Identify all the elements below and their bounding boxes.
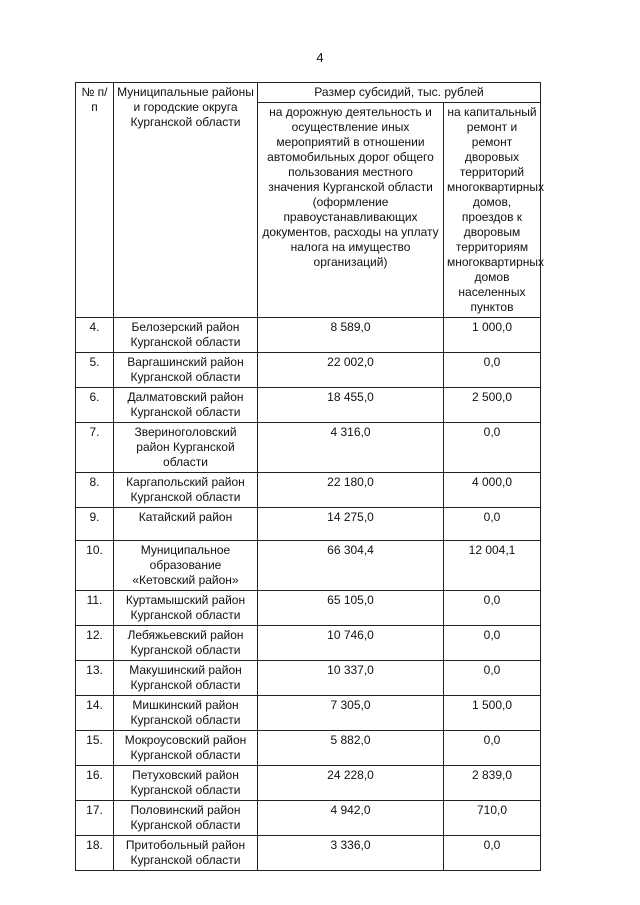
road-subsidy-value: 7 305,0 xyxy=(258,696,444,731)
table-row xyxy=(76,353,541,388)
table-row xyxy=(76,696,541,731)
municipality-name: Муниципальное образование «Кетовский район» xyxy=(114,541,258,591)
subsidy-table xyxy=(75,82,545,871)
row-number: 8. xyxy=(76,473,114,508)
municipality-name: Мокроусовский район Курганской области xyxy=(114,731,258,766)
row-number: 16. xyxy=(76,766,114,801)
row-number: 6. xyxy=(76,388,114,423)
road-subsidy-value: 14 275,0 xyxy=(258,508,444,541)
table-row xyxy=(76,766,541,801)
row-number: 10. xyxy=(76,541,114,591)
row-number: 4. xyxy=(76,318,114,353)
header-yard-repair: на капитальный ремонт и ремонт дворовых территорий многоквартирных домов, проездов к дворовым территориям многоквартирных домов населенных пунктов xyxy=(444,103,541,318)
yard-subsidy-value: 0,0 xyxy=(444,731,541,766)
table-row xyxy=(76,661,541,696)
yard-subsidy-value: 12 004,1 xyxy=(444,541,541,591)
row-number: 11. xyxy=(76,591,114,626)
row-number: 18. xyxy=(76,836,114,871)
yard-subsidy-value: 0,0 xyxy=(444,626,541,661)
table-row xyxy=(76,508,541,541)
table-row xyxy=(76,473,541,508)
road-subsidy-value: 8 589,0 xyxy=(258,318,444,353)
municipality-name: Варгашинский район Курганской области xyxy=(114,353,258,388)
yard-subsidy-value: 0,0 xyxy=(444,423,541,473)
row-number: 17. xyxy=(76,801,114,836)
road-subsidy-value: 18 455,0 xyxy=(258,388,444,423)
yard-subsidy-value: 4 000,0 xyxy=(444,473,541,508)
table-row xyxy=(76,836,541,871)
header-number: № п/п xyxy=(76,83,114,318)
table-row xyxy=(76,318,541,353)
yard-subsidy-value: 2 500,0 xyxy=(444,388,541,423)
municipality-name: Далматовский район Курганской области xyxy=(114,388,258,423)
row-number: 14. xyxy=(76,696,114,731)
road-subsidy-value: 65 105,0 xyxy=(258,591,444,626)
road-subsidy-value: 66 304,4 xyxy=(258,541,444,591)
header-subsidy-amount: Размер субсидий, тыс. рублей xyxy=(258,83,541,103)
road-subsidy-value: 10 746,0 xyxy=(258,626,444,661)
row-number: 9. xyxy=(76,508,114,541)
page-number: 4 xyxy=(316,50,324,65)
municipality-name: Мишкинский район Курганской области xyxy=(114,696,258,731)
yard-subsidy-value: 1 000,0 xyxy=(444,318,541,353)
road-subsidy-value: 10 337,0 xyxy=(258,661,444,696)
yard-subsidy-value: 2 839,0 xyxy=(444,766,541,801)
municipality-name: Белозерский район Курганской области xyxy=(114,318,258,353)
row-number: 7. xyxy=(76,423,114,473)
road-subsidy-value: 5 882,0 xyxy=(258,731,444,766)
row-number: 5. xyxy=(76,353,114,388)
road-subsidy-value: 4 942,0 xyxy=(258,801,444,836)
table-row xyxy=(76,591,541,626)
table-row xyxy=(76,731,541,766)
yard-subsidy-value: 710,0 xyxy=(444,801,541,836)
road-subsidy-value: 22 002,0 xyxy=(258,353,444,388)
municipality-name: Каргапольский район Курганской области xyxy=(114,473,258,508)
yard-subsidy-value: 0,0 xyxy=(444,836,541,871)
municipality-name: Катайский район xyxy=(114,508,258,541)
yard-subsidy-value: 0,0 xyxy=(444,661,541,696)
municipality-name: Половинский район Курганской области xyxy=(114,801,258,836)
municipality-name: Звериноголовский район Курганской области xyxy=(114,423,258,473)
table-row xyxy=(76,388,541,423)
municipality-name: Притобольный район Курганской области xyxy=(114,836,258,871)
municipality-name: Куртамышский район Курганской области xyxy=(114,591,258,626)
table-row xyxy=(76,626,541,661)
row-number: 13. xyxy=(76,661,114,696)
row-number: 15. xyxy=(76,731,114,766)
yard-subsidy-value: 0,0 xyxy=(444,591,541,626)
table-row xyxy=(76,423,541,473)
header-road-activity: на дорожную деятельность и осуществление иных мероприятий в отношении автомобильных дорог общего пользования местного значения Курганской области (оформление правоустанавливающих документов, расходы на уплату налога на имущество организаций) xyxy=(258,103,444,318)
yard-subsidy-value: 1 500,0 xyxy=(444,696,541,731)
road-subsidy-value: 24 228,0 xyxy=(258,766,444,801)
table-row xyxy=(76,541,541,591)
yard-subsidy-value: 0,0 xyxy=(444,508,541,541)
header-municipality: Муниципальные районы и городские округа Курганской области xyxy=(114,83,258,318)
row-number: 12. xyxy=(76,626,114,661)
road-subsidy-value: 4 316,0 xyxy=(258,423,444,473)
yard-subsidy-value: 0,0 xyxy=(444,353,541,388)
road-subsidy-value: 22 180,0 xyxy=(258,473,444,508)
table-row xyxy=(76,801,541,836)
road-subsidy-value: 3 336,0 xyxy=(258,836,444,871)
municipality-name: Петуховский район Курганской области xyxy=(114,766,258,801)
municipality-name: Макушинский район Курганской области xyxy=(114,661,258,696)
municipality-name: Лебяжьевский район Курганской области xyxy=(114,626,258,661)
